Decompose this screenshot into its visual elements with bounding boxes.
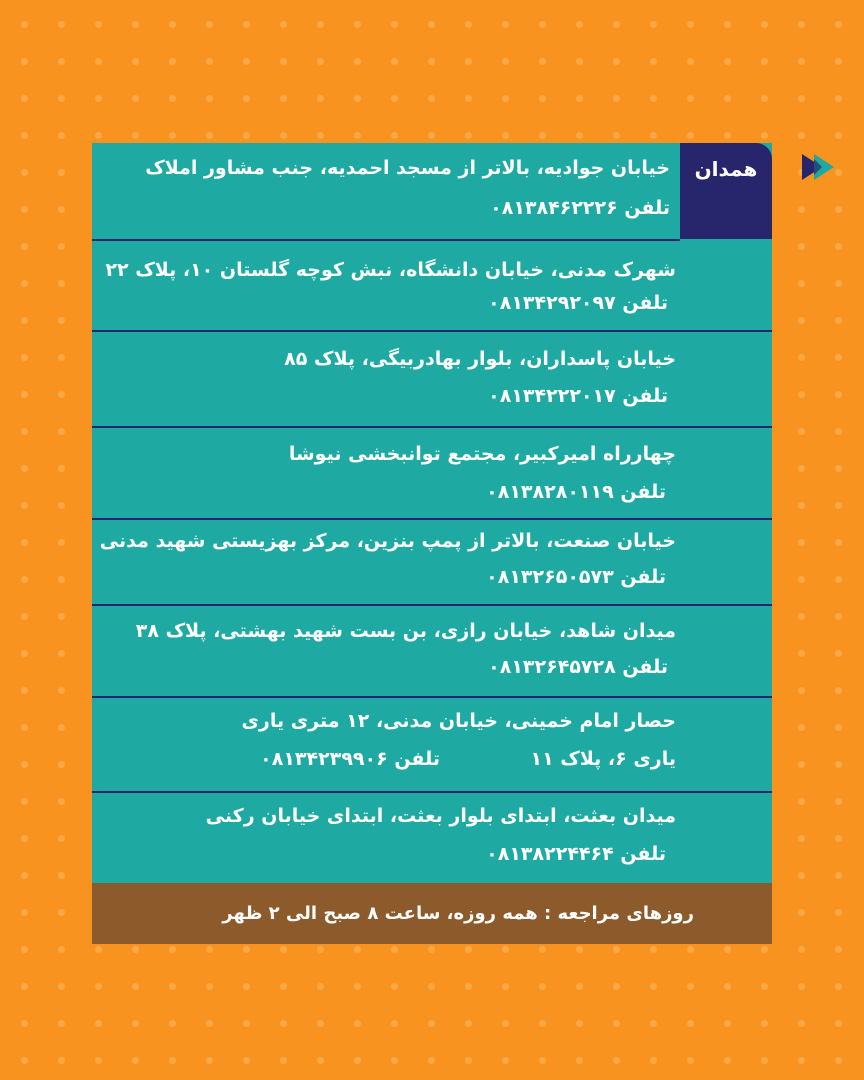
branch-address: شهرک مدنی، خیابان دانشگاه، نبش کوچه گلستان ۱۰، پلاک ۲۲ <box>105 259 676 281</box>
branch-card <box>92 143 772 944</box>
city-name: همدان <box>694 157 758 181</box>
branch-phone: تلفن ۰۸۱۳۲۶۵۰۵۷۳ <box>486 566 666 588</box>
branch-row <box>92 239 772 332</box>
branch-address: حصار امام خمینی، خیابان مدنی، ۱۲ متری یاری <box>241 710 676 732</box>
branch-phone: تلفن ۰۸۱۳۴۲۳۹۹۰۶ <box>260 748 440 770</box>
branch-address: خیابان صنعت، بالاتر از پمپ بنزین، مرکز بهزیستی شهید مدنی <box>99 530 676 552</box>
branch-row <box>92 696 772 793</box>
branch-row <box>92 791 772 883</box>
branch-phone: تلفن ۰۸۱۳۴۲۹۲۰۹۷ <box>488 292 668 314</box>
branch-phone: تلفن ۰۸۱۳۸۲۲۴۴۶۴ <box>486 843 666 865</box>
branch-phone: تلفن ۰۸۱۳۲۶۴۵۷۲۸ <box>488 656 668 678</box>
visiting-hours-footer <box>92 883 772 944</box>
branch-row <box>92 426 772 520</box>
branch-phone: تلفن ۰۸۱۳۸۲۸۰۱۱۹ <box>486 481 666 503</box>
branch-row <box>92 330 772 428</box>
city-tab <box>680 143 772 239</box>
branch-phone: تلفن ۰۸۱۳۴۲۲۲۰۱۷ <box>488 385 668 407</box>
branch-address: خیابان پاسداران، بلوار بهادربیگی، پلاک ۸۵ <box>284 348 676 370</box>
branch-row <box>92 604 772 698</box>
branch-address: میدان شاهد، خیابان رازی، بن بست شهید بهشتی، پلاک ۳۸ <box>135 620 676 642</box>
branch-row <box>92 143 680 241</box>
branch-row <box>92 518 772 606</box>
branch-address: خیابان جوادیه، بالاتر از مسجد احمدیه، جنب مشاور املاک <box>145 157 670 179</box>
branch-address: چهارراه امیرکبیر، مجتمع توانبخشی نیوشا <box>288 443 676 465</box>
branch-address: میدان بعثت، ابتدای بلوار بعثت، ابتدای خیابان رکنی <box>205 805 676 827</box>
visiting-hours-text: روزهای مراجعه : همه روزه، ساعت ۸ صبح الی ۲ ظهر <box>222 903 694 924</box>
branch-address-line2: یاری ۶، پلاک ۱۱ <box>530 748 676 770</box>
branch-phone: تلفن ۰۸۱۳۸۴۶۲۲۲۶ <box>490 197 670 219</box>
play-arrow-icon <box>800 152 836 182</box>
